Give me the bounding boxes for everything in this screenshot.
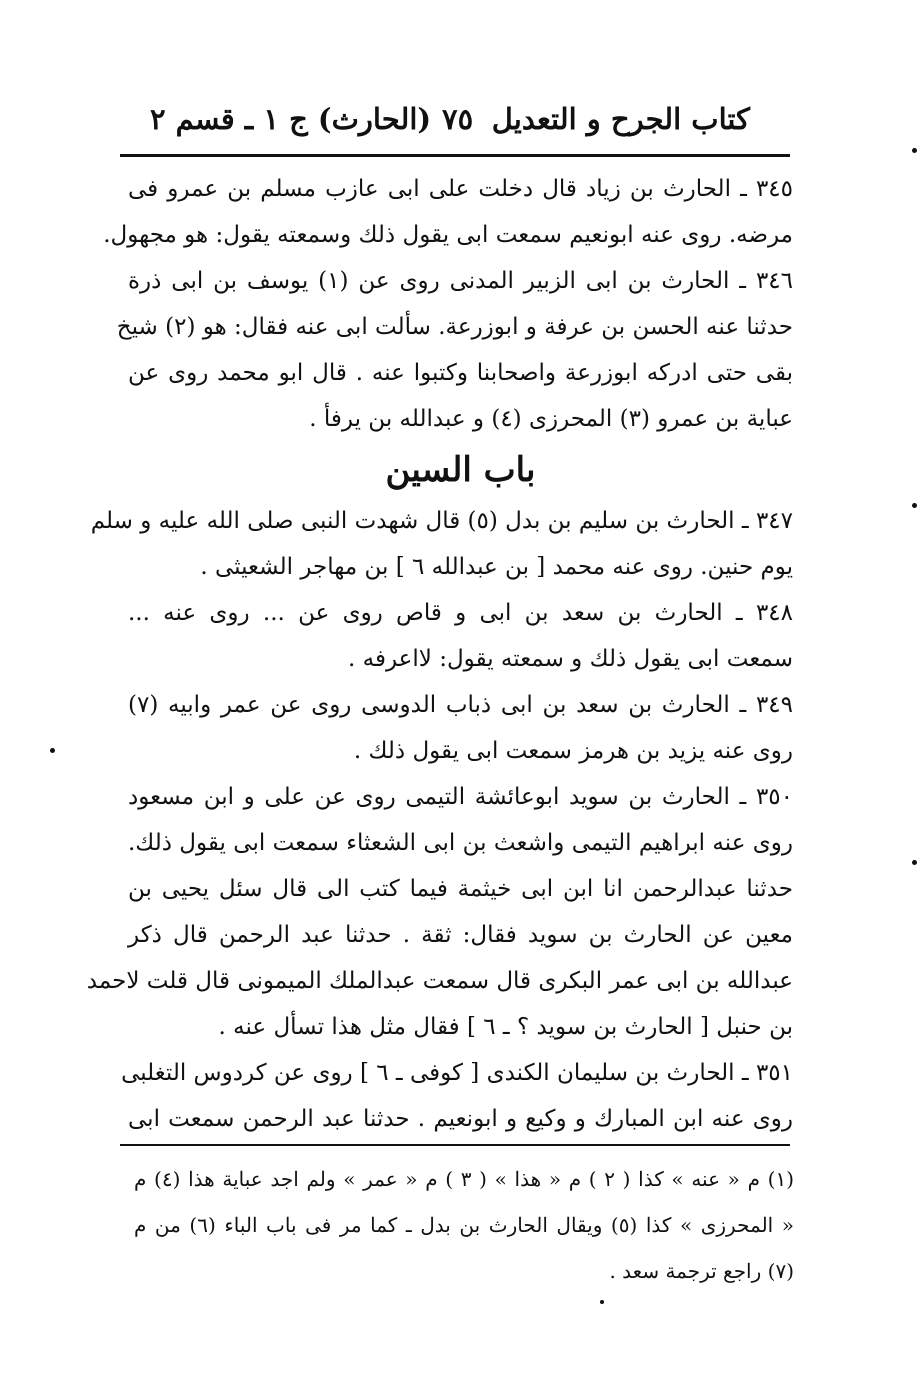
text-line: بن حنبل [ الحارث بن سويد ؟ ـ ٦ ] فقال مثل هذا تسأل عنه . bbox=[218, 1014, 793, 1040]
text-line: بقى حتى ادركه ابوزرعة واصحابنا وكتبوا عنه . قال ابو محمد روى عن bbox=[128, 360, 793, 386]
header-rule bbox=[120, 154, 790, 157]
text-line: ٣٤٨ ـ الحارث بن سعد بن ابى و قاص روى عن ... روى عنه ... bbox=[128, 600, 793, 626]
margin-speck bbox=[912, 148, 917, 153]
margin-speck bbox=[50, 748, 55, 753]
text-line: ٣٥٠ ـ الحارث بن سويد ابوعائشة التيمى روى عن على و ابن مسعود bbox=[128, 784, 793, 810]
text-line: حدثنا عبدالرحمن انا ابن ابى خيثمة فيما كتب الى قال سئل يحيى بن bbox=[128, 876, 793, 902]
text-line: سمعت ابى يقول ذلك و سمعته يقول: لااعرفه . bbox=[348, 646, 793, 672]
text-line: عبدالله بن ابى عمر البكرى قال سمعت عبدالملك الميمونى قال قلت لاحمد bbox=[86, 968, 793, 994]
text-line: حدثنا عنه الحسن بن عرفة و ابوزرعة. سألت ابى عنه فقال: هو (٢) شيخ bbox=[116, 314, 793, 340]
main-text bbox=[86, 166, 793, 1142]
text-line: ٣٤٧ ـ الحارث بن سليم بن بدل (٥) قال شهدت النبى صلى الله عليه و سلم bbox=[90, 508, 793, 534]
footnotes bbox=[134, 1156, 794, 1294]
book-title: كتاب الجرح و التعديل bbox=[491, 102, 750, 136]
text-line: ٣٤٥ ـ الحارث بن زياد قال دخلت على ابى عازب مسلم بن عمرو فى bbox=[128, 176, 793, 202]
text-line: روى عنه ابن المبارك و وكيع و ابونعيم . حدثنا عبد الرحمن سمعت ابى bbox=[128, 1106, 793, 1132]
footnote-line: (١) م « عنه » كذا ( ٢ ) م « هذا » ( ٣ ) م « عمر » ولم اجد عباية هذا (٤) م bbox=[134, 1167, 795, 1191]
text-line: روى عنه يزيد بن هرمز سمعت ابى يقول ذلك . bbox=[353, 738, 793, 764]
margin-speck bbox=[912, 860, 917, 865]
text-line: ٣٥١ ـ الحارث بن سليمان الكندى [ كوفى ـ ٦ ] روى عن كردوس التغلبى bbox=[121, 1060, 793, 1086]
page-number: ٧٥ bbox=[442, 102, 474, 136]
text-line: يوم حنين. روى عنه محمد [ بن عبدالله ٦ ] بن مهاجر الشعيثى . bbox=[200, 554, 793, 580]
margin-speck bbox=[600, 1300, 604, 1304]
footnote-line: (٧) راجع ترجمة سعد . bbox=[609, 1259, 794, 1283]
margin-speck bbox=[912, 503, 917, 508]
section-label: (الحارث) ج ١ ـ قسم ٢ bbox=[150, 102, 432, 136]
footnote-line: « المحرزى » كذا (٥) ويقال الحارث بن بدل ـ كما مر فى باب الباء (٦) من م bbox=[134, 1213, 794, 1237]
text-line: معين عن الحارث بن سويد فقال: ثقة . حدثنا عبد الرحمن قال ذكر bbox=[128, 922, 793, 948]
text-line: ٣٤٩ ـ الحارث بن سعد بن ابى ذباب الدوسى روى عن عمر وابيه (٧) bbox=[128, 692, 793, 718]
text-line: عباية بن عمرو (٣) المحرزى (٤) و عبدالله بن يرفأ . bbox=[309, 406, 793, 432]
text-line: مرضه. روى عنه ابونعيم سمعت ابى يقول ذلك وسمعته يقول: هو مجهول. bbox=[103, 222, 793, 248]
chapter-heading: باب السين bbox=[385, 450, 536, 490]
text-line: روى عنه ابراهيم التيمى واشعث بن ابى الشعثاء سمعت ابى يقول ذلك. bbox=[128, 830, 793, 856]
text-line: ٣٤٦ ـ الحارث بن ابى الزبير المدنى روى عن (١) يوسف بن ابى ذرة bbox=[128, 268, 793, 294]
running-header bbox=[120, 96, 790, 146]
footnote-rule bbox=[120, 1144, 790, 1146]
